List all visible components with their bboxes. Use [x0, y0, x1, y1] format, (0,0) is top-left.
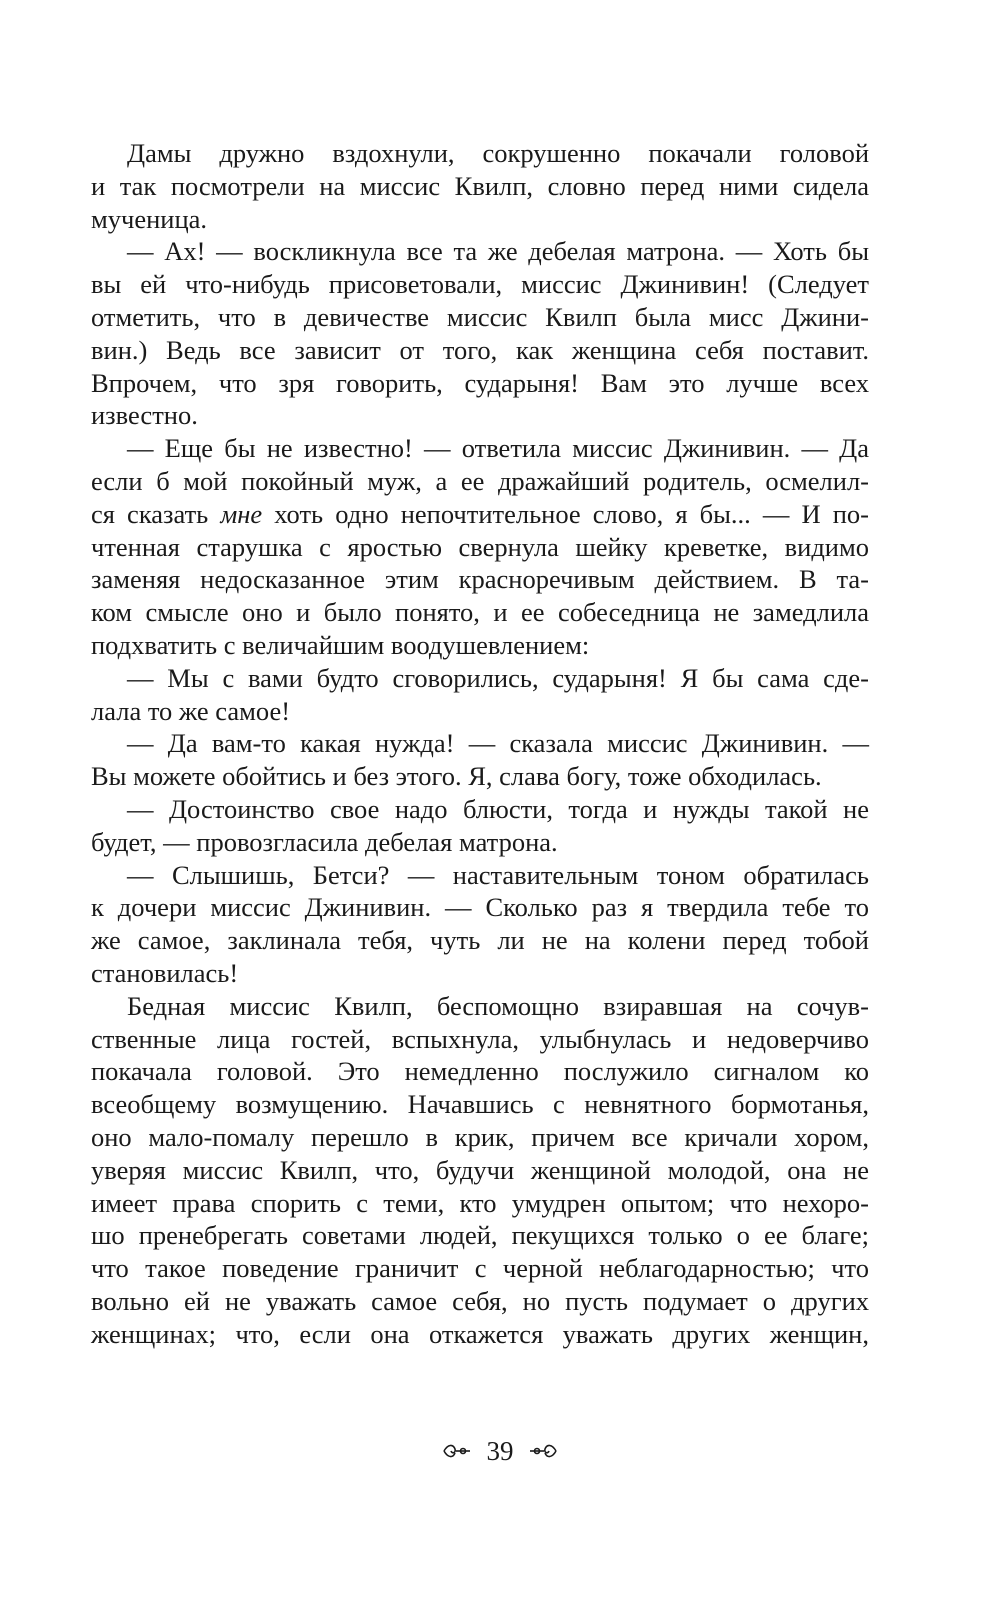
text-segment: ся сказать: [91, 498, 221, 529]
text-segment: женщинах; что, если она откажется уважать других женщин,: [91, 1318, 869, 1349]
text-line: [91, 465, 869, 498]
text-segment: вольно ей не уважать самое себя, но пусть подумает о других: [91, 1285, 869, 1316]
text-line: [91, 662, 869, 695]
body-text: [91, 137, 869, 1350]
text-line: [91, 203, 869, 236]
text-line: [91, 695, 869, 728]
text-segment: Впрочем, что зря говорить, сударыня! Вам это лучше всех: [91, 367, 869, 398]
text-segment: Бедная миссис Квилп, беспомощно взиравшая на сочув-: [127, 990, 869, 1021]
text-segment: ственные лица гостей, вспыхнула, улыбнулась и недоверчиво: [91, 1023, 869, 1054]
text-line: [91, 1154, 869, 1187]
text-line: [91, 596, 869, 629]
text-line: [91, 990, 869, 1023]
text-segment: имеет права спорить с теми, кто умудрен опытом; что нехоро-: [91, 1187, 869, 1218]
text-line: [91, 1121, 869, 1154]
text-line: [91, 268, 869, 301]
page-footer: [0, 1428, 1000, 1471]
text-line: [91, 924, 869, 957]
text-line: [91, 137, 869, 170]
right-flourish-ornament: [528, 1441, 558, 1461]
text-segment: будет, — провозгласила дебелая матрона.: [91, 826, 558, 857]
text-segment: что такое поведение граничит с черной неблагодарностью; что: [91, 1253, 869, 1284]
text-segment: к дочери миссис Джинивин. — Сколько раз я твердила тебе то: [91, 892, 869, 923]
text-segment: ком смысле оно и было понято, и ее собеседница не замедлила: [91, 597, 869, 628]
text-segment: отметить, что в девичестве миссис Квилп была мисс Джини-: [91, 301, 869, 332]
text-line: [91, 1187, 869, 1220]
text-segment: — Да вам-то какая нужда! — сказала миссис Джинивин. —: [127, 728, 869, 759]
text-segment: — Ах! — воскликнула все та же дебелая матрона. — Хоть бы: [127, 236, 869, 267]
text-segment: подхватить с величайшим воодушевлением:: [91, 629, 590, 660]
text-line: [91, 826, 869, 859]
text-segment: уверяя миссис Квилп, что, будучи женщиной молодой, она не: [91, 1154, 869, 1185]
text-segment: — Достоинство свое надо блюсти, тогда и нужды такой не: [127, 793, 869, 824]
text-segment: заменяя недосказанное этим красноречивым действием. В та-: [91, 564, 869, 595]
text-segment: оно мало-помалу перешло в крик, причем все кричали хором,: [91, 1121, 869, 1152]
text-segment: Дамы дружно вздохнули, сокрушенно покачали головой: [127, 138, 869, 168]
text-segment: и так посмотрели на миссис Квилп, словно перед ними сидела: [91, 170, 869, 201]
text-line: [91, 399, 869, 432]
text-line: [91, 1088, 869, 1121]
text-line: [91, 170, 869, 203]
text-segment: мученица.: [91, 203, 208, 234]
text-line: [91, 891, 869, 924]
text-line: [91, 629, 869, 662]
text-segment: хоть одно непочтительное слово, я бы... — И по-: [262, 498, 869, 529]
text-line: [91, 793, 869, 826]
text-line: [91, 1023, 869, 1056]
text-segment: лала то же самое!: [91, 695, 291, 726]
text-segment: — Слышишь, Бетси? — наставительным тоном обратилась: [127, 859, 869, 890]
text-line: [91, 1318, 869, 1351]
text-line: [91, 859, 869, 892]
text-line: [91, 301, 869, 334]
text-segment: если б мой покойный муж, а ее дражайший родитель, осмелил-: [91, 465, 869, 496]
text-segment: чтенная старушка с яростью свернула шейку креветке, видимо: [91, 531, 869, 562]
text-segment: вин.) Ведь все зависит от того, как женщина себя поставит.: [91, 334, 869, 365]
text-line: [91, 531, 869, 564]
italic-word: мне: [220, 498, 263, 529]
text-line: [91, 235, 869, 268]
text-line: [91, 1055, 869, 1088]
text-segment: всеобщему возмущению. Начавшись с невнятного бормотанья,: [91, 1089, 869, 1120]
text-line: [91, 1252, 869, 1285]
text-line: [91, 334, 869, 367]
text-line: [91, 727, 869, 760]
text-line: [91, 432, 869, 465]
text-line: [91, 367, 869, 400]
text-line: [91, 957, 869, 990]
text-line: [91, 760, 869, 793]
text-segment: — Мы с вами будто сговорились, сударыня! Я бы сама сде-: [127, 662, 869, 693]
text-segment: шо пренебрегать советами людей, пекущихся только о ее благе;: [91, 1220, 869, 1251]
text-segment: известно.: [91, 400, 198, 431]
text-segment: Вы можете обойтись и без этого. Я, слава богу, тоже обходилась.: [91, 761, 822, 792]
text-line: [91, 498, 869, 531]
page-number: 39: [486, 1435, 514, 1466]
text-segment: — Еще бы не известно! — ответила миссис Джинивин. — Да: [127, 433, 869, 464]
text-line: [91, 563, 869, 596]
text-line: [91, 1219, 869, 1252]
text-segment: же самое, заклинала тебя, чуть ли не на колени перед тобой: [91, 925, 869, 956]
text-segment: вы ей что-нибудь присоветовали, миссис Джинивин! (Следует: [91, 269, 869, 300]
text-line: [91, 1285, 869, 1318]
text-segment: становилась!: [91, 957, 239, 988]
left-flourish-ornament: [442, 1441, 472, 1461]
text-segment: покачала головой. Это немедленно послужило сигналом ко: [91, 1056, 869, 1087]
